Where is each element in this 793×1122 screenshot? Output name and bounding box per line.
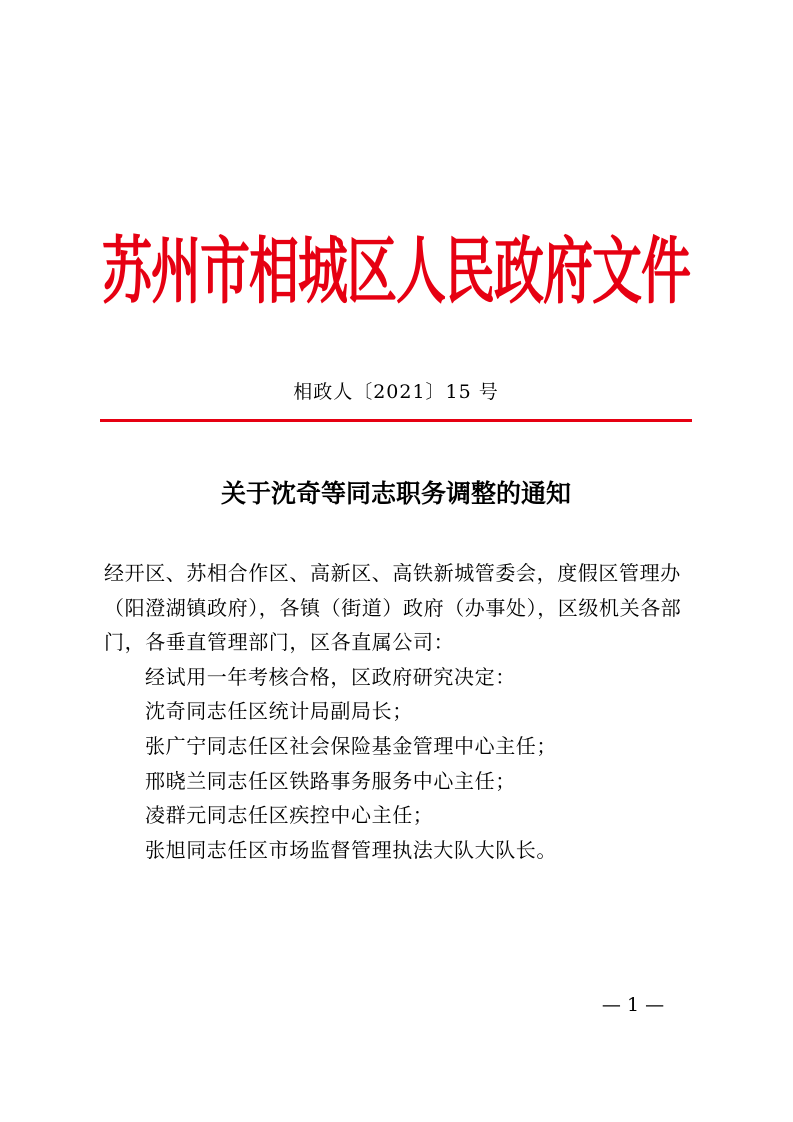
recipients-line: （阳澄湖镇政府），各镇（街道）政府（办事处），区级机关各部 (104, 595, 682, 620)
page-number: — 1 — (601, 994, 665, 1016)
appointment-item: 邢晓兰同志任区铁路事务服务中心主任； (145, 768, 516, 793)
appointment-item: 凌群元同志任区疾控中心主任； (145, 803, 434, 828)
masthead: 苏州市相城区人民政府文件 (102, 228, 690, 315)
appointment-item: 张广宁同志任区社会保险基金管理中心主任； (145, 733, 557, 758)
appointment-item: 张旭同志任区市场监督管理执法大队大队长。 (145, 837, 557, 862)
recipients-line: 经开区、苏相合作区、高新区、高铁新城管委会，度假区管理办 (104, 561, 681, 585)
red-separator-line (100, 419, 692, 422)
intro-paragraph: 经试用一年考核合格，区政府研究决定： (145, 664, 516, 689)
document-body (104, 556, 694, 867)
appointment-item: 沈奇同志任区统计局副局长； (145, 699, 413, 724)
document-title: 关于沈奇等同志职务调整的通知 (220, 479, 571, 508)
recipients-line: 门，各垂直管理部门，区各直属公司： (104, 630, 455, 655)
document-number: 相政人〔2021〕15 号 (293, 381, 499, 403)
